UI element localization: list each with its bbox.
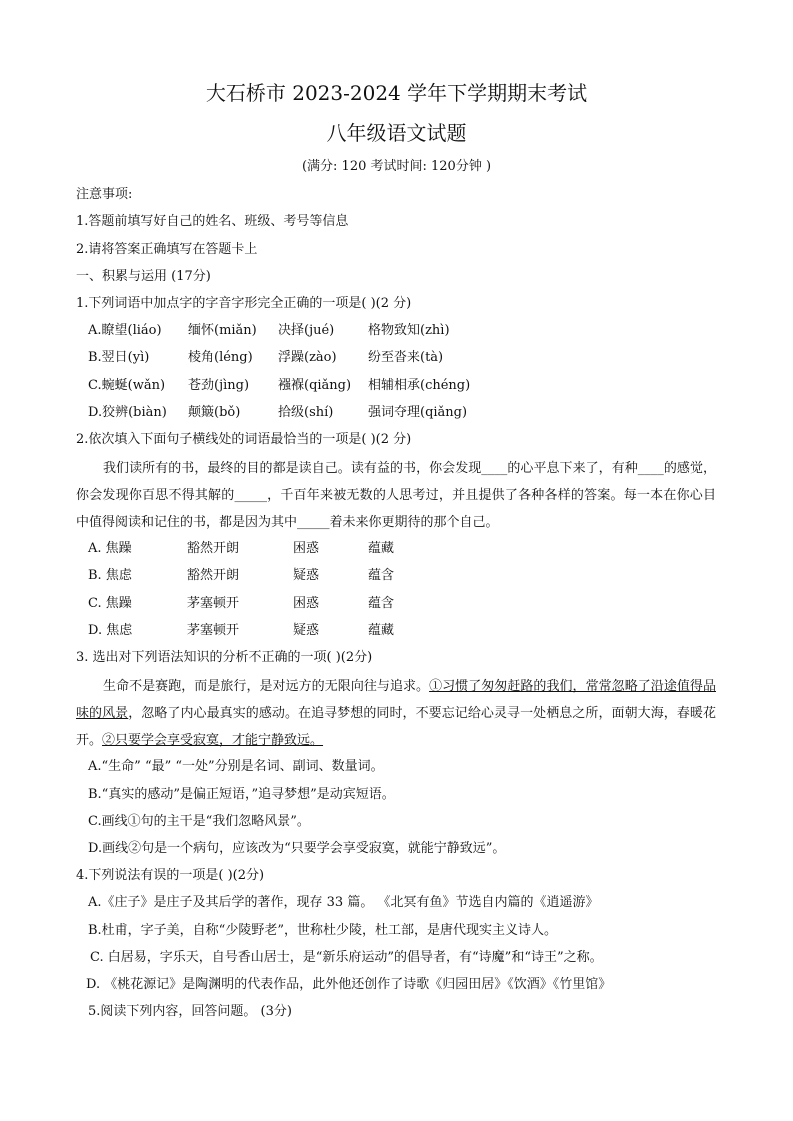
q1-option-cell: A.瞭望(liáo) <box>88 323 162 338</box>
q2-option-cell: 困惑 <box>293 541 320 556</box>
q2-option-cell: 蕴藏 <box>368 541 395 556</box>
q1-option-cell: 强词夺理(qiǎng) <box>368 405 468 420</box>
q2-option-cell: 疑惑 <box>293 568 320 583</box>
q3-option: A.“生命” “最” “一处”分别是名词、副词、数量词。 <box>88 759 384 774</box>
q2-option-cell: 困惑 <box>293 596 320 611</box>
q2-option-cell: D. 焦虑 <box>88 623 133 638</box>
exam-title: 大石桥市 2023-2024 学年下学期期末考试 <box>205 81 588 105</box>
notice-heading: 注意事项: <box>76 187 133 202</box>
q4-option: B.杜甫，字子美，自称“少陵野老”，世称杜少陵，杜工部，是唐代现实主义诗人。 <box>88 923 557 938</box>
underlined-sentence-1: ①习惯了匆匆赶路的我们，常常忽略了沿途值得品味的风景 <box>76 679 716 721</box>
q3-option: D.画线②句是一个病句，应该改为“只要学会享受寂寞，就能宁静致远”。 <box>88 841 506 856</box>
question-4-stem: 4.下列说法有误的一项是( )(2分) <box>76 868 265 883</box>
underlined-sentence-2: ②只要学会享受寂寞，才能宁静致远。 <box>102 733 324 748</box>
exam-meta: (满分: 120 考试时间: 120分钟 ) <box>301 159 492 174</box>
notice-item: 2.请将答案正确填写在答题卡上 <box>76 242 258 257</box>
notice-item: 1.答题前填写好自己的姓名、班级、考号等信息 <box>76 214 349 229</box>
question-3-passage <box>76 673 716 754</box>
question-2-stem: 2.依次填入下面句子横线处的词语最恰当的一项是( )(2 分) <box>76 432 412 447</box>
q1-option-cell: 浮躁(zào) <box>278 350 337 365</box>
q2-option-cell: B. 焦虑 <box>88 568 132 583</box>
q2-option-cell: 蕴含 <box>368 596 395 611</box>
q1-option-cell: C.蜿蜒(wǎn) <box>88 378 166 393</box>
q2-option-cell: C. 焦躁 <box>88 596 132 611</box>
passage-text: ，忽略了内心最真实的感动。在追寻梦想的同时，不要忘记给心灵寻一处栖息之所，面朝大海，春暖花开。 <box>76 706 716 748</box>
q4-option: C. 白居易，字乐天，自号香山居士，是“新乐府运动”的倡导者，有“诗魔”和“诗王”之称。 <box>90 950 603 965</box>
question-3-stem: 3. 选出对下列语法知识的分析不正确的一项( )(2分) <box>76 650 373 665</box>
q1-option-cell: 决择(jué) <box>278 323 335 338</box>
q4-option: D. 《桃花源记》是陶渊明的代表作品，此外他还创作了诗歌《归园田居》《饮酒》《竹里馆》 <box>86 977 612 992</box>
q2-option-cell: 蕴含 <box>368 568 395 583</box>
q3-option: B.“真实的感动”是偏正短语，”追寻梦想”是动宾短语。 <box>88 787 395 802</box>
q1-option-cell: D.狡辨(biàn) <box>88 405 167 420</box>
q1-option-cell: 苍劲(jìng) <box>188 378 250 393</box>
q1-option-cell: 纷至沓来(tà) <box>368 350 444 365</box>
q1-option-cell: 缅怀(miǎn) <box>188 323 257 338</box>
section-heading: 一、积累与运用 (17分) <box>76 269 211 284</box>
q1-option-cell: 颠簸(bǒ) <box>188 405 241 420</box>
q2-option-cell: A. 焦躁 <box>88 541 132 556</box>
q3-option: C.画线①句的主干是“我们忽略风景”。 <box>88 814 310 829</box>
question-5-stem: 5.阅读下列内容，回答问题。 (3分) <box>88 1004 292 1019</box>
q2-option-cell: 疑惑 <box>293 623 320 638</box>
q1-option-cell: B.翌日(yì) <box>88 350 150 365</box>
q2-option-cell: 豁然开朗 <box>187 541 240 556</box>
q1-option-cell: 棱角(léng) <box>188 350 253 365</box>
q2-option-cell: 茅塞顿开 <box>187 596 240 611</box>
q1-option-cell: 相辅相承(chéng) <box>368 378 471 393</box>
q4-option: A.《庄子》是庄子及其后学的著作，现存 33 篇。 《北冥有鱼》节选自内篇的《逍遥游》 <box>88 895 599 910</box>
q2-option-cell: 豁然开朗 <box>187 568 240 583</box>
question-2-passage: 我们读所有的书，最终的目的都是读自己。读有益的书，你会发现____的心平息下来了，有种____的感觉，你会发现你百思不得其解的_____，千百年来被无数的人思考过，并且提供了各种各样的答案。每一本在你心目中值得阅读和记住的书，都是因为其中_____着未来你更期待的那个自己。 <box>76 461 716 530</box>
q2-option-cell: 茅塞顿开 <box>187 623 240 638</box>
q1-option-cell: 襁褓(qiǎng) <box>278 378 352 393</box>
passage-text: 生命不是赛跑，而是旅行，是对远方的无限向往与追求。 <box>103 679 430 694</box>
exam-subtitle: 八年级语文试题 <box>326 121 467 145</box>
q1-option-cell: 格物致知(zhì) <box>368 323 450 338</box>
q2-option-cell: 蕴藏 <box>368 623 395 638</box>
q1-option-cell: 拾级(shí) <box>278 405 334 420</box>
question-1-stem: 1.下列词语中加点字的字音字形完全正确的一项是( )(2 分) <box>76 296 412 311</box>
